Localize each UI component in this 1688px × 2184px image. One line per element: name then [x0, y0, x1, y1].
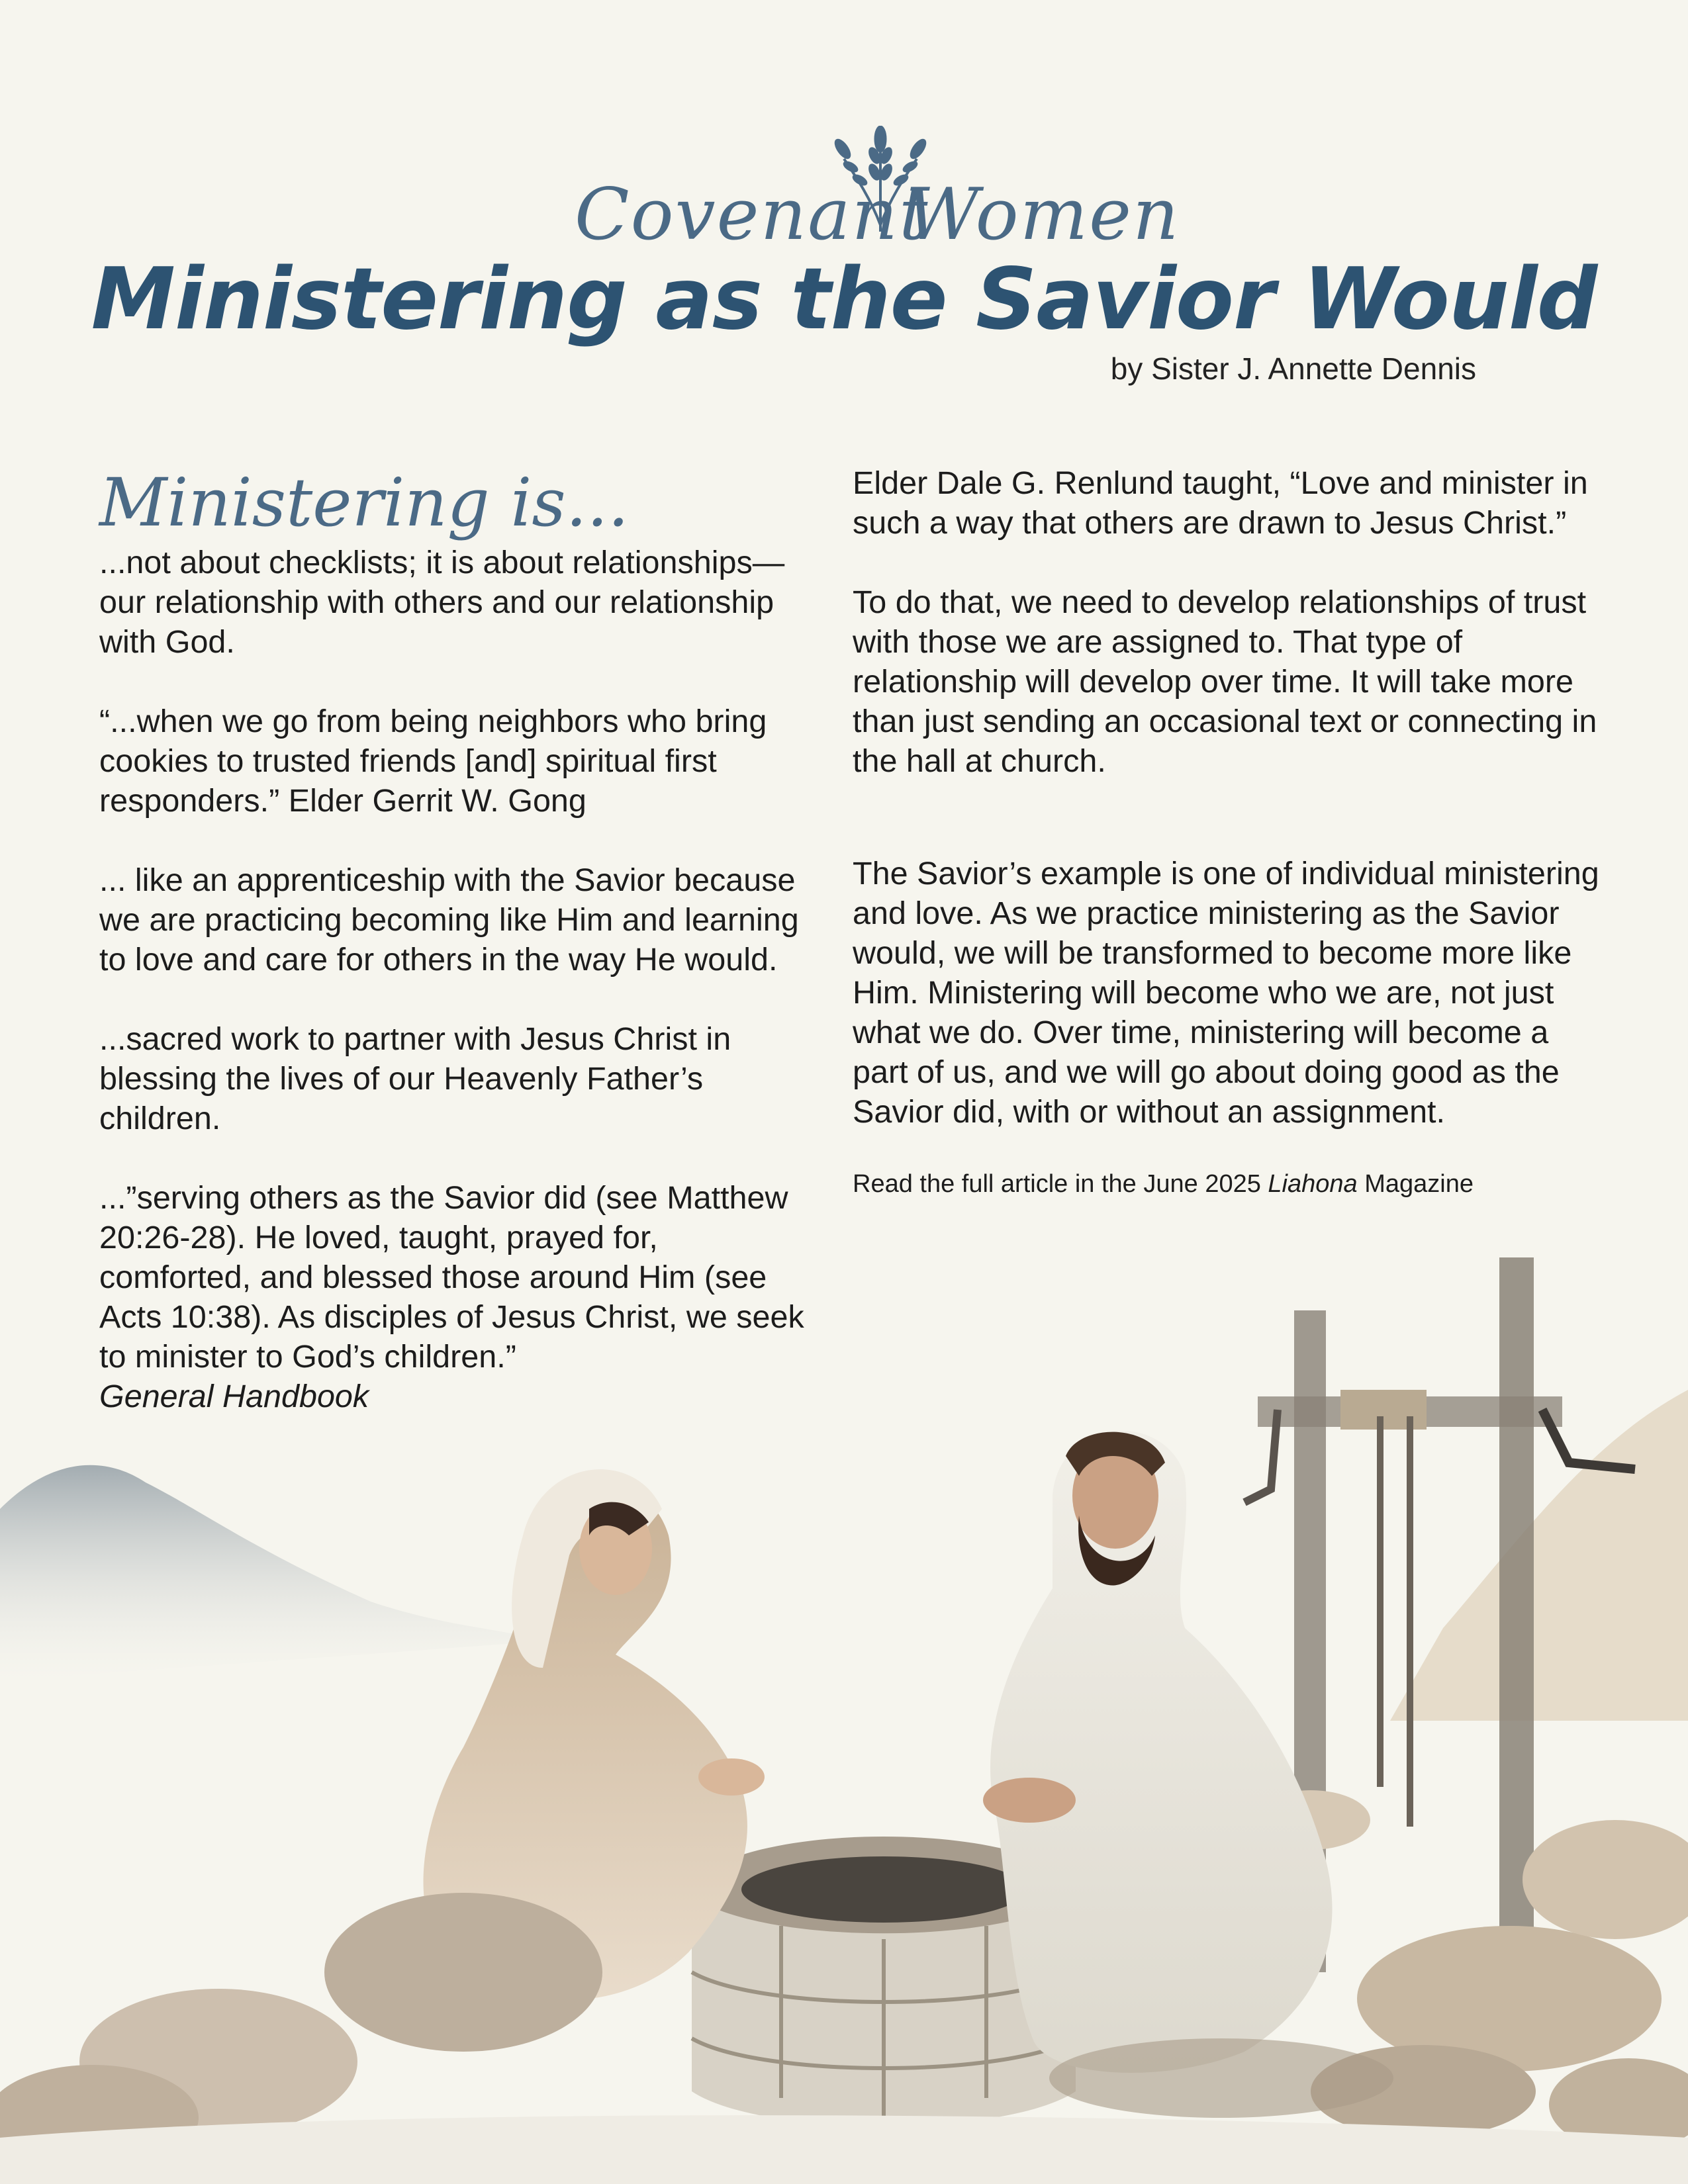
right-paragraph-1: Elder Dale G. Renlund taught, “Love and minister in such a way that others are drawn to Jesus Christ.” [853, 465, 1588, 541]
watercolor-illustration [0, 1257, 1688, 2184]
left-paragraph-5-source: General Handbook [99, 1379, 369, 1414]
right-column [853, 463, 1601, 1201]
left-paragraph-4: ...sacred work to partner with Jesus Christ in blessing the lives of our Heavenly Father’s children. [99, 1021, 731, 1136]
byline: by Sister J. Annette Dennis [1110, 351, 1476, 386]
right-paragraph-3: The Savior’s example is one of individual ministering and love. As we practice ministering as the Savior would, we will be transformed to become more like Him. Ministering will become who we are, not just what we do. Over time, ministering will become a part of us, and we will go about doing good as the Savior did, with or without an assignment. [853, 856, 1599, 1130]
note-prefix: Read the full article in the June 2025 [853, 1170, 1261, 1198]
left-paragraph-5: ...”serving others as the Savior did (see Matthew 20:26-28). He loved, taught, prayed for, comforted, and blessed those around Him (see Acts 10:38). As disciples of Jesus Christ, we seek to minister to God’s children.” [99, 1180, 804, 1375]
page-header [0, 0, 1688, 397]
right-hills [1390, 1390, 1688, 1721]
left-paragraph-2: “...when we go from being neighbors who bring cookies to trusted friends [and] spiritual first responders.” Elder Gerrit W. Gong [99, 704, 767, 819]
left-paragraph-3: ... like an apprenticeship with the Savior because we are practicing becoming like Him and learning to love and care for others in the way He would. [99, 862, 799, 978]
jesus-figure [983, 1431, 1393, 2118]
right-paragraph-2: To do that, we need to develop relationships of trust with those we are assigned to. That type of relationship will develop over time. It will take more than just sending an occasional text or connecting in the hall at church. [853, 584, 1597, 779]
note-magazine: Liahona [1268, 1170, 1358, 1198]
page-title: Ministering as the Savior Would [91, 250, 1597, 349]
note-suffix: Magazine [1364, 1170, 1474, 1198]
covenant-script: Covenant [575, 173, 929, 256]
women-script: Women [906, 173, 1180, 256]
left-paragraph-1: ...not about checklists; it is about relationships—our relationship with others and our relationship with God. [99, 545, 785, 660]
left-mountain [0, 1465, 543, 1681]
article-source-note [853, 1167, 1601, 1201]
ministering-is-heading: Ministering is... [99, 464, 630, 541]
